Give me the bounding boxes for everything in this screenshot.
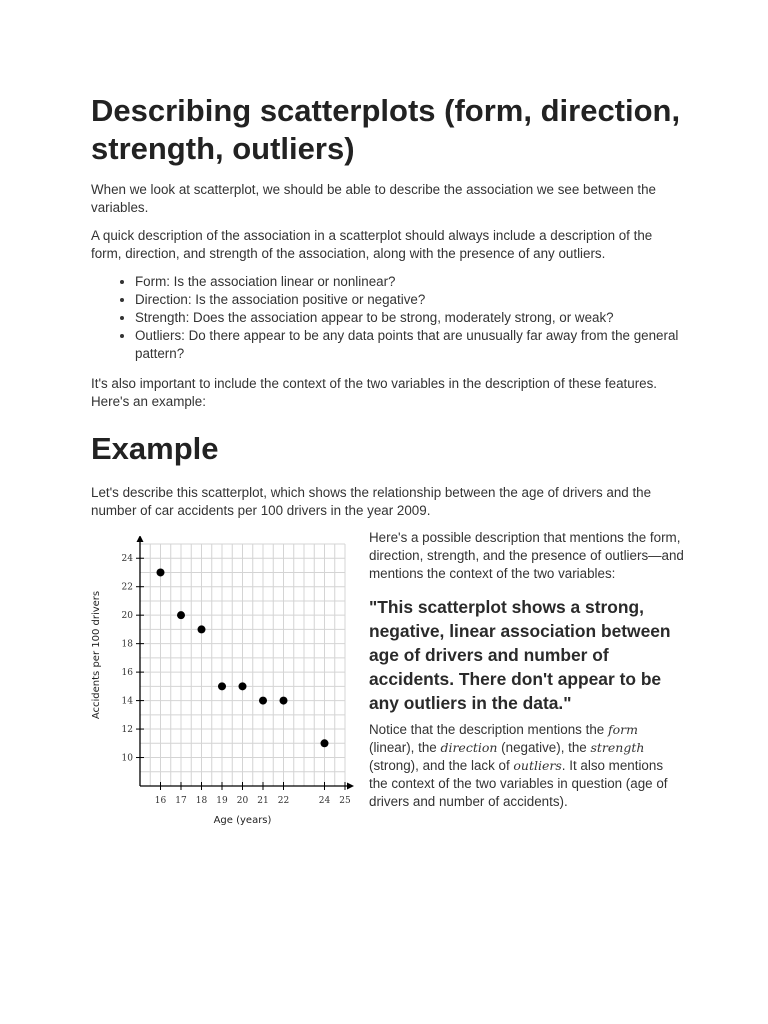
x-axis-title: Age (years) xyxy=(213,815,272,826)
scatterplot-chart xyxy=(87,536,357,831)
x-tick-label: 19 xyxy=(216,796,228,806)
y-tick-label: 14 xyxy=(121,696,133,707)
description-column xyxy=(369,529,684,811)
x-tick-label: 20 xyxy=(236,796,249,806)
data-point xyxy=(157,568,165,576)
x-tick-label: 21 xyxy=(257,796,269,806)
notice-term-direction: direction xyxy=(440,740,498,755)
y-axis-arrow xyxy=(137,536,144,542)
list-item-form: • Form: Is the association linear or nonlinear? xyxy=(135,273,695,291)
data-point xyxy=(259,697,267,705)
x-tick-label: 18 xyxy=(195,796,208,806)
y-tick-label: 24 xyxy=(121,554,133,565)
intro-paragraph-1: When we look at scatterplot, we should be able to describe the association we see between the variables. xyxy=(91,182,656,215)
example-quote: "This scatterplot shows a strong, negative, linear association between age of drivers and number of accidents. There don't appear to be any outliers in the data." xyxy=(369,597,671,713)
data-point xyxy=(177,611,185,619)
notice-paragraph xyxy=(369,721,684,811)
description-intro: Here's a possible description that mentions the form, direction, strength, and the presence of outliers—and mentions the context of the two variables: xyxy=(369,530,684,581)
notice-text-4: (strong), and the lack of xyxy=(369,758,514,773)
y-tick-label: 10 xyxy=(121,753,133,764)
y-tick-label: 16 xyxy=(121,668,133,679)
notice-text-2: (linear), the xyxy=(369,740,441,755)
intro-paragraph-2: A quick description of the association in a scatterplot should always include a description of the form, direction, and strength of the association, along with the presence of any outliers. xyxy=(91,228,653,261)
list-item-strength: • Strength: Does the association appear to be strong, moderately strong, or weak? xyxy=(135,309,695,327)
x-tick-label: 24 xyxy=(318,796,331,806)
list-item-outliers: • Outliers: Do there appear to be any data points that are unusually far away from the general pattern? xyxy=(135,327,695,363)
example-heading: Example xyxy=(91,431,219,466)
notice-text-1: Notice that the description mentions the xyxy=(369,722,608,737)
notice-term-form: form xyxy=(607,722,638,737)
data-point xyxy=(239,682,247,690)
x-tick-label: 25 xyxy=(339,796,351,806)
y-tick-label: 18 xyxy=(121,639,133,650)
x-tick-label: 16 xyxy=(154,796,167,806)
data-point xyxy=(218,682,226,690)
y-axis-title: Accidents per 100 drivers xyxy=(91,590,102,720)
feature-list xyxy=(91,273,695,363)
scatterplot-svg xyxy=(87,536,357,831)
y-tick-label: 12 xyxy=(121,725,133,736)
y-tick-label: 22 xyxy=(121,582,133,593)
intro-paragraph-3: It's also important to include the context of the two variables in the description of these features. Here's an example: xyxy=(91,376,658,409)
page-title: Describing scatterplots (form, direction, strength, outliers) xyxy=(91,93,681,166)
x-axis-arrow xyxy=(347,783,354,790)
notice-text-3: (negative), the xyxy=(497,740,591,755)
data-point xyxy=(198,625,206,633)
x-tick-label: 22 xyxy=(277,796,290,806)
notice-term-strength: strength xyxy=(590,740,645,755)
list-item-direction: • Direction: Is the association positive or negative? xyxy=(135,291,695,309)
example-paragraph: Let's describe this scatterplot, which shows the relationship between the age of drivers and the number of car accidents per 100 drivers in the year 2009. xyxy=(91,485,652,518)
x-tick-label: 17 xyxy=(175,796,187,806)
y-tick-label: 20 xyxy=(121,611,133,622)
data-point xyxy=(280,697,288,705)
notice-term-outliers: outliers xyxy=(513,758,562,773)
data-point xyxy=(321,739,329,747)
notice-text-5: . It also mentions the context of the two variables in question (age of drivers and number of accidents). xyxy=(369,758,668,809)
